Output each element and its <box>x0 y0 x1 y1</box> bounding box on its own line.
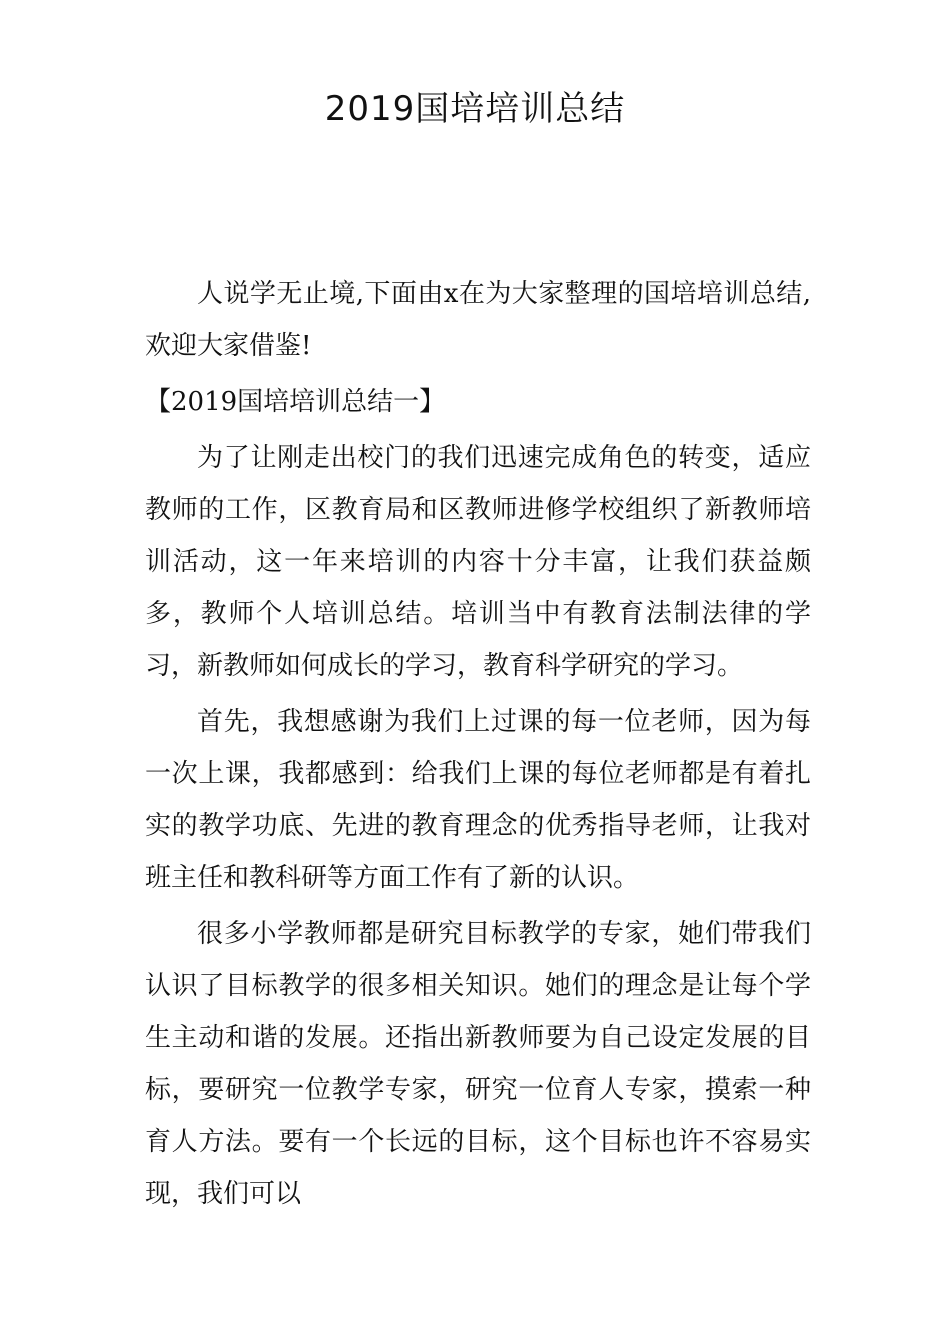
section-heading: 【2019国培培训总结一】 <box>145 387 446 417</box>
body-paragraph-2: 首先，我想感谢为我们上过课的每一位老师，因为每一次上课，我都感到：给我们上课的每位老师都是有着扎实的教学功底、先进的教育理念的优秀指导老师，让我对班主任和教科研等方面工作有了新的认识。 <box>145 707 811 893</box>
intro-paragraph: 人说学无止境,下面由x在为大家整理的国培培训总结,欢迎大家借鉴! <box>145 279 811 361</box>
document-title: 2019国培培训总结 <box>324 89 626 129</box>
body-paragraph-3: 很多小学教师都是研究目标教学的专家，她们带我们认识了目标教学的很多相关知识。她们的理念是让每个学生主动和谐的发展。还指出新教师要为自己设定发展的目标，要研究一位教学专家，研究一位育人专家，摸索一种育人方法。要有一个长远的目标，这个目标也许不容易实现，我们可以 <box>145 919 811 1209</box>
body-paragraph-1: 为了让刚走出校门的我们迅速完成角色的转变，适应教师的工作，区教育局和区教师进修学校组织了新教师培训活动，这一年来培训的内容十分丰富，让我们获益颇多，教师个人培训总结。培训当中有教育法制法律的学习，新教师如何成长的学习，教育科学研究的学习。 <box>145 443 811 681</box>
document-body <box>145 268 811 1224</box>
